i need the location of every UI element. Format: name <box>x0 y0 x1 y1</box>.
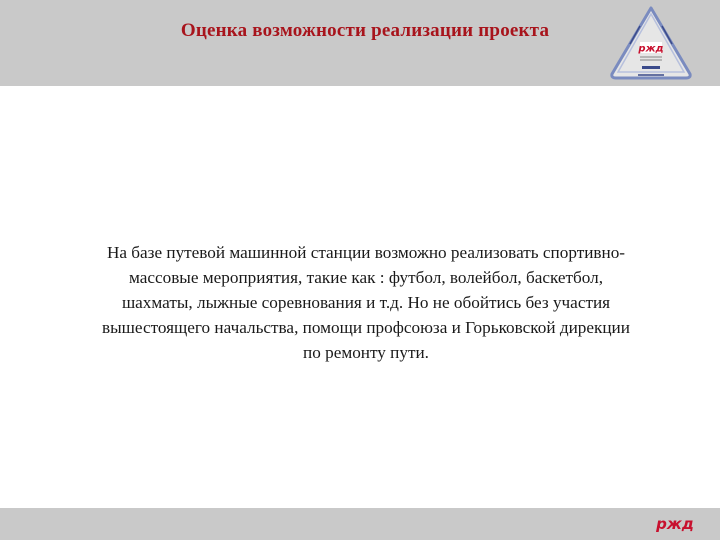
emblem-logo-text: ржд <box>638 43 664 55</box>
rzd-logo-icon <box>656 515 694 533</box>
body-paragraph: На базе путевой машинной станции возможно реализовать спортивно-массовые мероприятия, такие как : футбол, волейбол, баскетбол, шахматы, лыжные соревнования и т.д. Но не обойтись без участия вышестоящего начальства, помощи профсоюза и Горьковской дирекции по ремонту пути. <box>102 243 630 362</box>
footer-band <box>0 508 720 540</box>
rzd-triangle-emblem-icon <box>608 4 694 84</box>
footer-logo-text: ржд <box>656 515 694 533</box>
slide-title: Оценка возможности реализации проекта <box>180 20 550 41</box>
